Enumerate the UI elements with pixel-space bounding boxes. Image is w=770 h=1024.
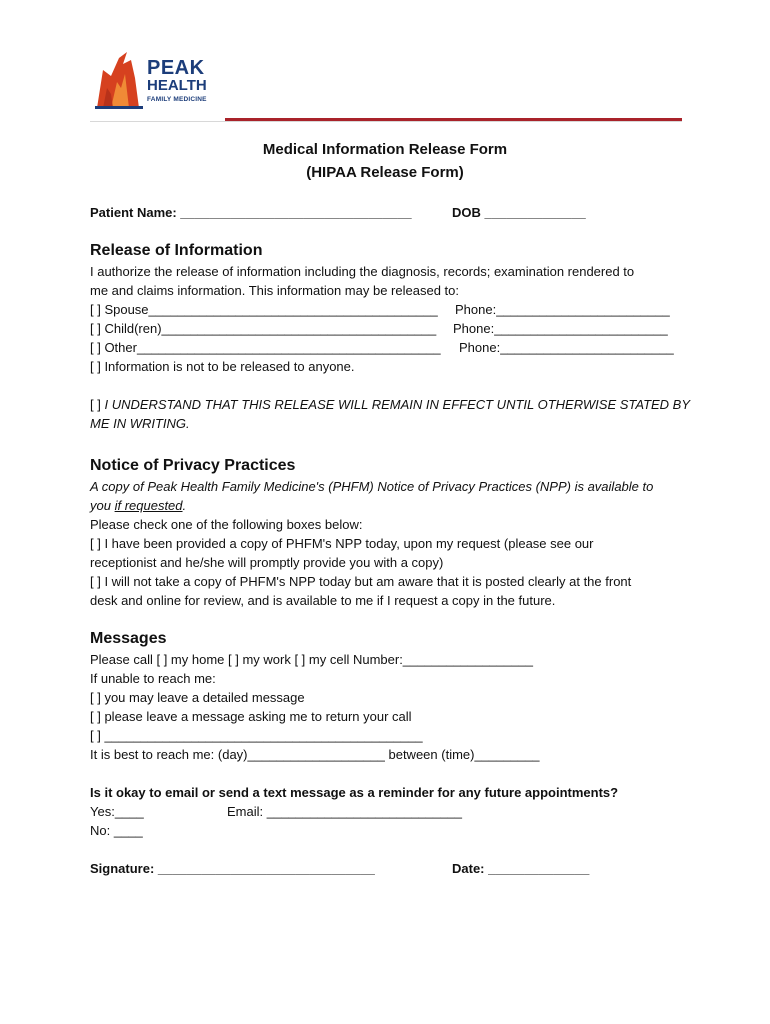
- mountain-logo-icon: [95, 48, 145, 112]
- release-heading: Release of Information: [90, 242, 263, 259]
- understand-text-line1: I UNDERSTAND THAT THIS RELEASE WILL REMAIN IN EFFECT UNTIL OTHERWISE STATED BY: [104, 397, 691, 412]
- call-preference-line[interactable]: Please call [ ] my home [ ] my work [ ] my cell Number:__________________: [90, 652, 533, 667]
- not-released-checkbox[interactable]: [ ] Information is not to be released to anyone.: [90, 359, 355, 374]
- other-checkbox-line[interactable]: [ ] Other__________________________________________: [90, 340, 441, 355]
- privacy-heading: Notice of Privacy Practices: [90, 457, 296, 474]
- privacy-copy-prefix: you: [90, 498, 115, 513]
- npp-provided-text-line2: receptionist and he/she will promptly provide you with a copy): [90, 555, 444, 570]
- patient-name-field[interactable]: Patient Name: ________________________________: [90, 205, 412, 220]
- peak-health-logo: [95, 48, 225, 112]
- release-intro-line1: I authorize the release of information including the diagnosis, records; examination rendered to: [90, 264, 635, 279]
- date-field[interactable]: Date: ______________: [452, 861, 590, 876]
- detailed-message-checkbox[interactable]: [ ] you may leave a detailed message: [90, 690, 305, 705]
- other-phone-field[interactable]: Phone:________________________: [459, 340, 674, 355]
- if-requested-text: if requested: [114, 498, 183, 513]
- privacy-copy-line2: [90, 497, 186, 515]
- spouse-checkbox-line[interactable]: [ ] Spouse________________________________________: [90, 302, 438, 317]
- understand-checkbox[interactable]: [ ]: [90, 397, 101, 412]
- header-divider-shadow: [90, 121, 682, 122]
- npp-provided-checkbox[interactable]: [ ] I have been provided a copy of PHFM's NPP today, upon my request (please see our: [90, 536, 594, 551]
- understand-text-line2: ME IN WRITING.: [90, 416, 190, 431]
- children-phone-field[interactable]: Phone:________________________: [453, 321, 668, 336]
- form-title: Medical Information Release Form: [262, 141, 508, 158]
- no-field[interactable]: No: ____: [90, 823, 143, 838]
- logo-tagline: FAMILY MEDICINE: [147, 96, 207, 103]
- logo-name-line1: PEAK: [147, 57, 205, 79]
- signature-field[interactable]: Signature: ______________________________: [90, 861, 375, 876]
- understand-statement-line1: [90, 396, 690, 414]
- logo-name-line2: HEALTH: [147, 77, 207, 94]
- other-message-checkbox[interactable]: [ ] ____________________________________________: [90, 728, 423, 743]
- email-field[interactable]: Email: ___________________________: [227, 804, 462, 819]
- return-call-checkbox[interactable]: [ ] please leave a message asking me to return your call: [90, 709, 412, 724]
- spouse-phone-field[interactable]: Phone:________________________: [455, 302, 670, 317]
- privacy-instruction: Please check one of the following boxes below:: [90, 517, 363, 532]
- dob-field[interactable]: DOB ______________: [452, 205, 586, 220]
- children-checkbox-line[interactable]: [ ] Child(ren)______________________________________: [90, 321, 437, 336]
- unable-to-reach-label: If unable to reach me:: [90, 671, 216, 686]
- best-time-line[interactable]: It is best to reach me: (day)___________________ between (time)_________: [90, 747, 540, 762]
- form-subtitle: (HIPAA Release Form): [306, 164, 464, 181]
- messages-heading: Messages: [90, 630, 167, 647]
- npp-declined-checkbox[interactable]: [ ] I will not take a copy of PHFM's NPP today but am aware that it is posted clearly at the front: [90, 574, 632, 589]
- email-text-question: Is it okay to email or send a text message as a reminder for any future appointments?: [90, 785, 619, 800]
- privacy-copy-line1: A copy of Peak Health Family Medicine's (PHFM) Notice of Privacy Practices (NPP) is available to: [90, 479, 654, 494]
- release-intro-line2: me and claims information. This information may be released to:: [90, 283, 459, 298]
- npp-declined-text-line2: desk and online for review, and is available to me if I request a copy in the future.: [90, 593, 556, 608]
- yes-field[interactable]: Yes:____: [90, 804, 144, 819]
- header-divider: [225, 118, 682, 121]
- privacy-copy-suffix: .: [182, 498, 187, 513]
